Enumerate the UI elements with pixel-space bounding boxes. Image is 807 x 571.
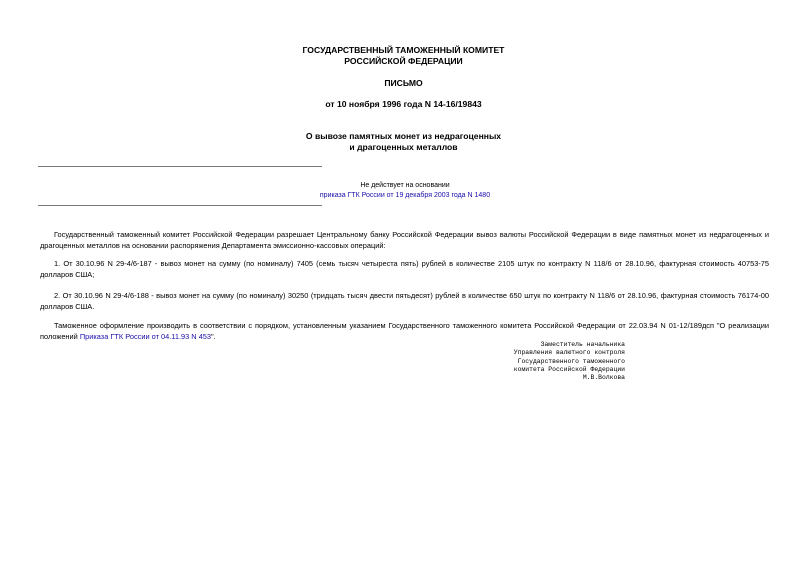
paragraph-4-text: Таможенное оформление производить в соответствии с порядком, установленным указанием Государственного таможенного комитета Российской Федерации от 22.03.94 N 01-12/189дсп "О реализации положений <box>40 321 769 342</box>
body-paragraph-3: 2. От 30.10.96 N 29-4/6-188 - вывоз монет на сумму (по номиналу) 30250 (тридцать тысяч двести пятьдесят) рублей в количестве 650 штук по контракту N 118/6 от 28.10.96, фактурная стоимость 76174-00 долларов США. <box>40 291 769 312</box>
divider-bottom <box>38 205 322 206</box>
status-note-link[interactable]: приказа ГТК России от 19 декабря 2003 года N 1480 <box>319 192 491 199</box>
order-453-link[interactable]: Приказа ГТК России от 04.11.93 N 453 <box>79 332 212 342</box>
org-title-line1: ГОСУДАРСТВЕННЫЙ ТАМОЖЕННЫЙ КОМИТЕТ <box>302 45 505 55</box>
doc-subject-line2: и драгоценных металлов <box>349 142 458 152</box>
body-paragraph-1: Государственный таможенный комитет Российской Федерации разрешает Центральному банку Российской Федерации вывоз валюты Российской Федерации в виде памятных монет из недрагоценных и драгоценных металлов на основании распоряжения Департамента эмиссионно-кассовых операций: <box>40 230 769 251</box>
body-paragraph-2: 1. От 30.10.96 N 29-4/6-187 - вывоз монет на сумму (по номиналу) 7405 (семь тысяч четыреста пять) рублей в количестве 2105 штук по контракту N 118/6 от 28.10.96, фактурная стоимость 40753-75 долларов США; <box>40 259 769 280</box>
divider-top <box>38 166 322 167</box>
doc-date-number: от 10 ноября 1996 года N 14-16/19843 <box>325 99 482 109</box>
paragraph-4-end: ". <box>211 332 216 342</box>
status-note-link-wrap <box>250 190 560 201</box>
signature-line-5: М.В.Волкова <box>582 374 625 382</box>
signature-line-3: Государственного таможенного <box>517 357 625 365</box>
signature-line-2: Управления валютного контроля <box>513 349 625 357</box>
signature-line-4: комитета Российской Федерации <box>513 365 625 373</box>
doc-type: ПИСЬМО <box>384 78 423 88</box>
body-paragraph-4 <box>40 320 769 343</box>
org-title-line2: РОССИЙСКОЙ ФЕДЕРАЦИИ <box>344 56 463 66</box>
signature-line-1: Заместитель начальника <box>540 341 625 348</box>
status-note: Не действует на основании <box>360 182 450 189</box>
signature-block <box>500 341 625 382</box>
doc-subject-line1: О вывозе памятных монет из недрагоценных <box>305 131 502 141</box>
